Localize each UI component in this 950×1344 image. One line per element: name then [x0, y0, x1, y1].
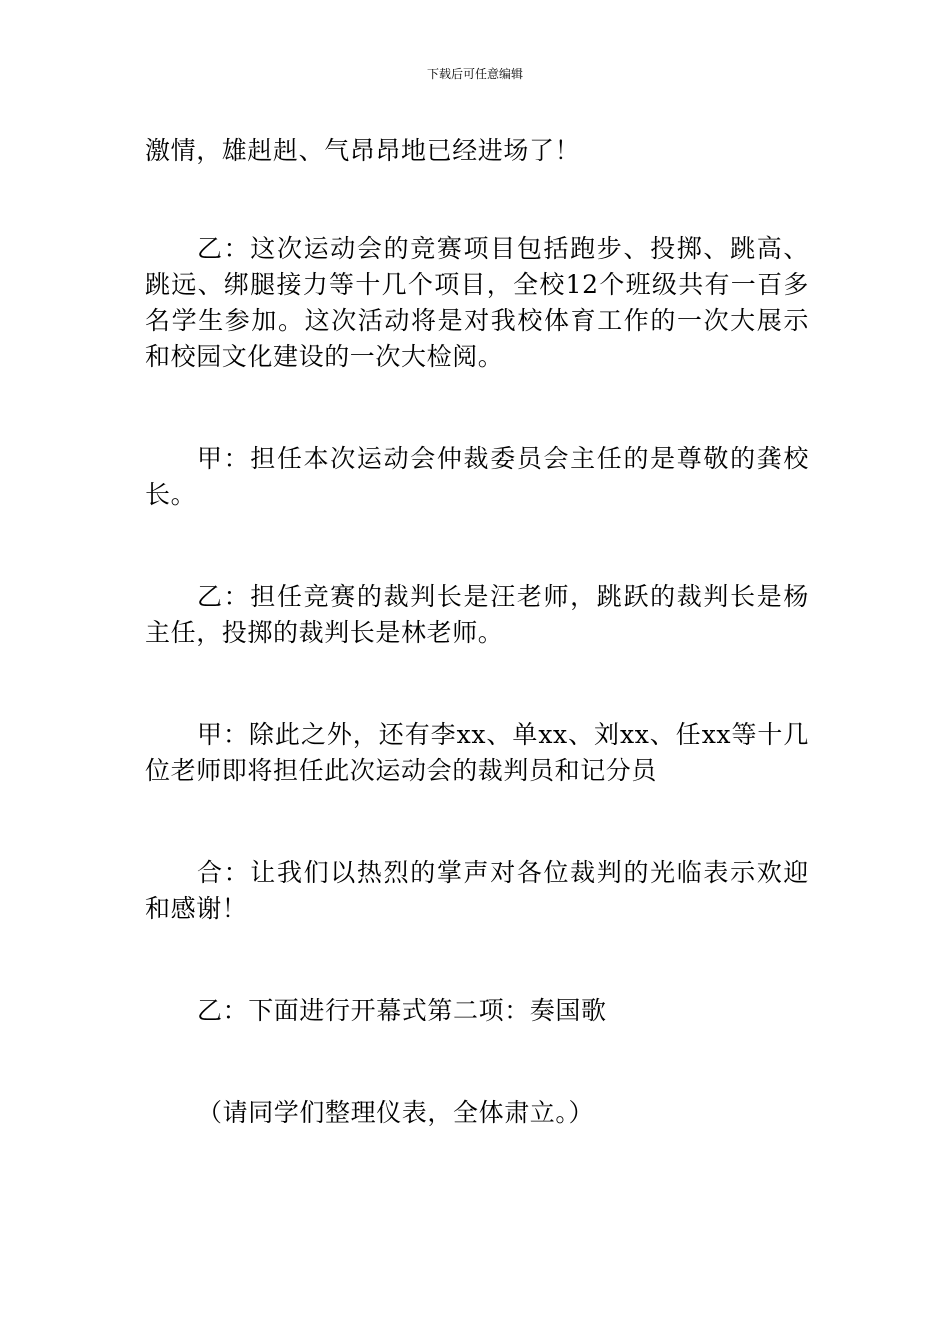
paragraph-continuation: 激情，雄赳赳、气昂昂地已经进场了！	[145, 136, 581, 165]
page-header: 下载后可任意编辑	[426, 67, 523, 81]
paragraph-anthem: 乙：下面进行开幕式第二项：奏国歌	[197, 996, 607, 1025]
document-body	[145, 133, 809, 1197]
paragraph-instruction: （请同学们整理仪表，全体肃立。）	[197, 1098, 595, 1127]
paragraph-other-teachers: 甲：除此之外，还有李xx、单xx、刘xx、任xx等十几位老师即将担任此次运动会的裁判员和记分员	[145, 720, 809, 785]
paragraph-referees: 乙：担任竞赛的裁判长是汪老师，跳跃的裁判长是杨主任，投掷的裁判长是林老师。	[145, 582, 809, 647]
paragraph-events: 乙：这次运动会的竞赛项目包括跑步、投掷、跳高、跳远、绑腿接力等十几个项目，全校12个班级共有一百多名学生参加。这次活动将是对我校体育工作的一次大展示和校园文化建设的一次大检阅。	[145, 234, 809, 371]
paragraph-welcome: 合：让我们以热烈的掌声对各位裁判的光临表示欢迎和感谢！	[145, 858, 809, 923]
paragraph-arbitration: 甲：担任本次运动会仲裁委员会主任的是尊敬的龚校长。	[145, 444, 809, 509]
